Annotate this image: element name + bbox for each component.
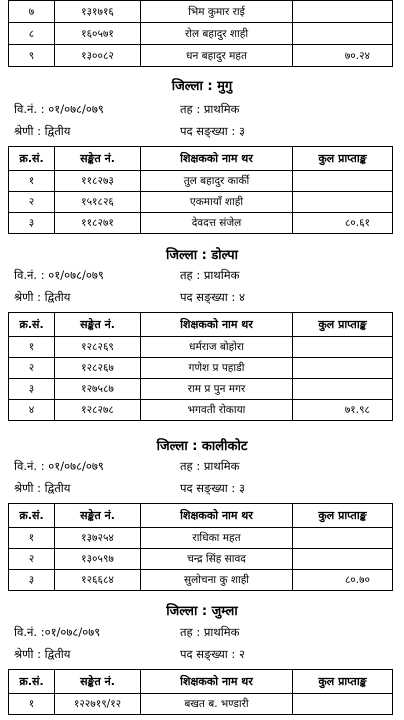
shreni-label: श्रेणी : द्वितीय	[14, 481, 71, 495]
code-cell: १२८२६९	[55, 337, 141, 358]
header-serial: क्र.सं.	[9, 504, 55, 528]
table-row	[9, 337, 393, 358]
table-row	[9, 570, 393, 591]
code-cell: १५१८२६	[55, 192, 141, 213]
table-row	[9, 171, 393, 192]
name-cell: तुल बहादुर कार्की	[141, 171, 293, 192]
district-heading: जिल्ला : जुम्ला	[166, 604, 238, 619]
marks-cell	[293, 337, 393, 358]
header-code: सङ्केत नं.	[55, 313, 141, 337]
serial-cell: ३	[9, 379, 55, 400]
serial-cell: ४	[9, 400, 55, 421]
vin-label: वि.नं. : ०१/०७८/०७९	[14, 268, 104, 282]
serial-cell: २	[9, 192, 55, 213]
marks-cell	[293, 23, 393, 45]
code-cell: १२८२६७	[55, 358, 141, 379]
marks-cell: ८०.७०	[293, 570, 393, 591]
serial-cell: ७	[9, 1, 55, 23]
marks-cell	[293, 171, 393, 192]
serial-cell: ९	[9, 45, 55, 67]
serial-cell: ३	[9, 570, 55, 591]
header-name: शिक्षकको नाम थर	[141, 147, 293, 171]
marks-cell	[293, 379, 393, 400]
code-cell: १२७५८७	[55, 379, 141, 400]
taha-label: तह : प्राथमिक	[180, 459, 240, 473]
header-serial: क्र.सं.	[9, 670, 55, 694]
vin-label: वि.नं. :०१/०७८/०७९	[14, 625, 101, 639]
teacher-table	[8, 146, 393, 234]
code-cell: ११८२७१	[55, 213, 141, 234]
serial-cell: १	[9, 171, 55, 192]
name-cell: गणेश प्र पहाडी	[141, 358, 293, 379]
table-header-row	[9, 670, 393, 694]
teacher-table	[8, 503, 393, 591]
header-serial: क्र.सं.	[9, 147, 55, 171]
header-marks: कुल प्राप्ताङ्क	[293, 670, 393, 694]
table-row	[9, 379, 393, 400]
name-cell: बखत ब. भण्डारी	[141, 694, 293, 715]
header-code: सङ्केत नं.	[55, 504, 141, 528]
table-header-row	[9, 504, 393, 528]
header-serial: क्र.सं.	[9, 313, 55, 337]
pad-label: पद सङ्ख्या : ३	[180, 481, 245, 495]
pad-label: पद सङ्ख्या : २	[180, 647, 245, 661]
vin-label: वि.नं. : ०१/०७८/०७९	[14, 102, 104, 116]
code-cell: ११८२७३	[55, 171, 141, 192]
table-row	[9, 1, 393, 23]
shreni-label: श्रेणी : द्वितीय	[14, 647, 71, 661]
table-row	[9, 213, 393, 234]
code-cell: १३०५९७	[55, 549, 141, 570]
name-cell: राधिका महत	[141, 528, 293, 549]
marks-cell	[293, 358, 393, 379]
code-cell: १६०५७१	[55, 23, 141, 45]
table-row	[9, 192, 393, 213]
code-cell: १२८२७८	[55, 400, 141, 421]
name-cell: चन्द्र सिंह सावद	[141, 549, 293, 570]
shreni-label: श्रेणी : द्वितीय	[14, 124, 71, 138]
code-cell: १३७२५४	[55, 528, 141, 549]
name-cell: धन बहादुर महत	[141, 45, 293, 67]
marks-cell: ७१.९८	[293, 400, 393, 421]
top-table	[8, 0, 393, 67]
table-row	[9, 23, 393, 45]
name-cell: भिम कुमार राई	[141, 1, 293, 23]
table-row	[9, 528, 393, 549]
header-marks: कुल प्राप्ताङ्क	[293, 313, 393, 337]
serial-cell: २	[9, 358, 55, 379]
marks-cell	[293, 549, 393, 570]
marks-cell	[293, 528, 393, 549]
serial-cell: २	[9, 549, 55, 570]
pad-label: पद सङ्ख्या : ४	[180, 290, 245, 304]
code-cell: १२६६८४	[55, 570, 141, 591]
name-cell: राम प्र पुन मगर	[141, 379, 293, 400]
shreni-label: श्रेणी : द्वितीय	[14, 290, 71, 304]
table-row	[9, 400, 393, 421]
code-cell: १३१७१६	[55, 1, 141, 23]
name-cell: देवदत्त संजेल	[141, 213, 293, 234]
table-header-row	[9, 147, 393, 171]
serial-cell: १	[9, 337, 55, 358]
taha-label: तह : प्राथमिक	[180, 625, 240, 639]
taha-label: तह : प्राथमिक	[180, 102, 240, 116]
name-cell: एकमायाँ शाही	[141, 192, 293, 213]
teacher-table	[8, 312, 393, 421]
marks-cell: ८०.६१	[293, 213, 393, 234]
name-cell: रोल बहादुर शाही	[141, 23, 293, 45]
code-cell: १२२७१९/१२	[55, 694, 141, 715]
header-marks: कुल प्राप्ताङ्क	[293, 504, 393, 528]
table-row	[9, 358, 393, 379]
name-cell: भगवती रोकाया	[141, 400, 293, 421]
header-code: सङ्केत नं.	[55, 670, 141, 694]
marks-cell	[293, 1, 393, 23]
header-name: शिक्षकको नाम थर	[141, 670, 293, 694]
serial-cell: १	[9, 694, 55, 715]
pad-label: पद सङ्ख्या : ३	[180, 124, 245, 138]
district-heading: जिल्ला : मुगु	[171, 79, 233, 94]
table-header-row	[9, 313, 393, 337]
serial-cell: १	[9, 528, 55, 549]
header-code: सङ्केत नं.	[55, 147, 141, 171]
marks-cell: ७०.२४	[293, 45, 393, 67]
table-row	[9, 549, 393, 570]
table-row	[9, 694, 393, 715]
header-name: शिक्षकको नाम थर	[141, 504, 293, 528]
marks-cell	[293, 694, 393, 715]
code-cell: १३००८२	[55, 45, 141, 67]
vin-label: वि.नं. : ०१/०७८/०७९	[14, 459, 104, 473]
table-row	[9, 45, 393, 67]
district-heading: जिल्ला : डोल्पा	[166, 248, 238, 263]
marks-cell	[293, 192, 393, 213]
header-name: शिक्षकको नाम थर	[141, 313, 293, 337]
serial-cell: ८	[9, 23, 55, 45]
name-cell: सुलोचना कु शाही	[141, 570, 293, 591]
header-marks: कुल प्राप्ताङ्क	[293, 147, 393, 171]
taha-label: तह : प्राथमिक	[180, 268, 240, 282]
teacher-table	[8, 669, 393, 715]
serial-cell: ३	[9, 213, 55, 234]
name-cell: धर्मराज बोहोरा	[141, 337, 293, 358]
district-heading: जिल्ला : कालीकोट	[156, 439, 248, 454]
